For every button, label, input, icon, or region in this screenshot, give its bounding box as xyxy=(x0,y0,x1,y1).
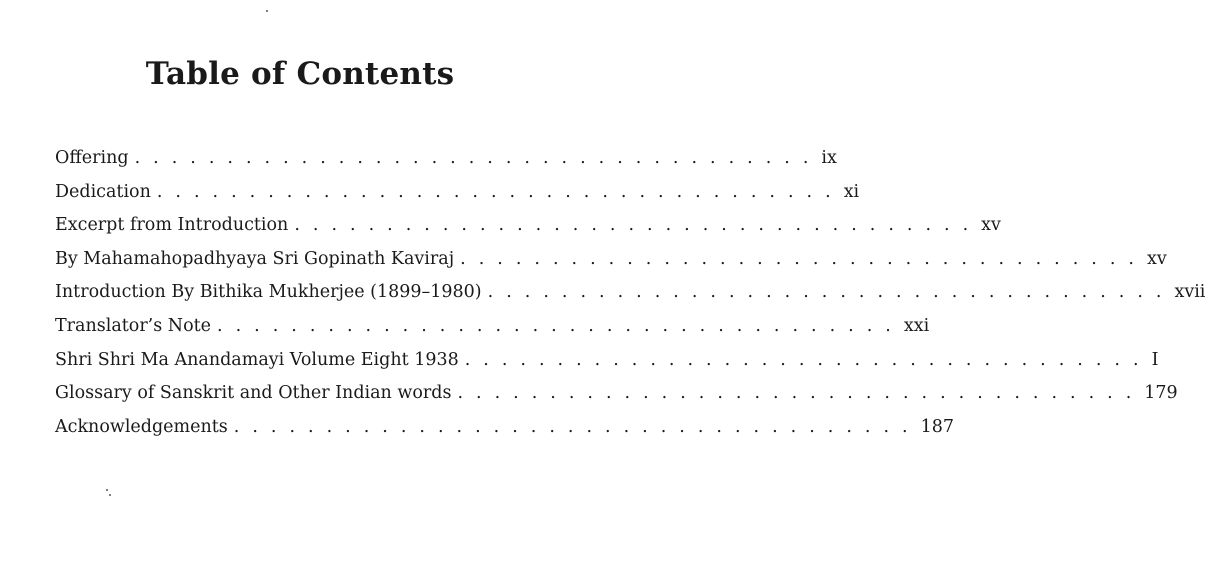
toc-entry-page: 179 xyxy=(1144,383,1178,404)
toc-entry-dedication[interactable] xyxy=(55,180,860,214)
toc-entry-label: Translator’s Note xyxy=(55,315,212,336)
toc-entry-label: Introduction By Bithika Mukherjee (1899–1980) xyxy=(55,282,482,303)
dot-leader: ..................................... xyxy=(233,416,921,437)
toc-entry-kaviraj[interactable] xyxy=(55,247,1167,281)
scan-speck xyxy=(109,494,111,496)
dot-leader: ..................................... xyxy=(487,282,1175,303)
toc-entry-translators-note[interactable] xyxy=(55,314,930,348)
scan-speck xyxy=(106,489,108,491)
toc-entry-acknowledgements[interactable] xyxy=(55,415,955,449)
toc-entry-introduction[interactable] xyxy=(55,280,1206,314)
toc-entry-page: xi xyxy=(843,181,860,202)
dot-leader: ..................................... xyxy=(457,383,1145,404)
toc-entry-page: ix xyxy=(821,148,837,168)
dot-leader: ..................................... xyxy=(156,181,844,202)
toc-entry-excerpt[interactable] xyxy=(55,213,1001,247)
dot-leader: ..................................... xyxy=(464,349,1152,370)
toc-entry-label: Shri Shri Ma Anandamayi Volume Eight 1938 xyxy=(55,349,459,370)
dot-leader: ..................................... xyxy=(134,148,822,168)
toc-entry-label: Glossary of Sanskrit and Other Indian words xyxy=(55,383,452,404)
dot-leader: ..................................... xyxy=(294,215,982,236)
toc-entry-label: By Mahamahopadhyaya Sri Gopinath Kaviraj xyxy=(55,248,455,269)
toc-entry-page: xxi xyxy=(903,315,930,336)
scan-speck xyxy=(266,10,268,12)
toc-entry-offering[interactable] xyxy=(55,146,837,180)
toc-entry-volume-eight[interactable] xyxy=(55,348,1159,382)
toc-entry-page: xvii xyxy=(1174,282,1206,303)
toc-entry-page: xv xyxy=(1146,248,1167,269)
toc-entry-page: xv xyxy=(981,215,1001,236)
toc-entry-page: 187 xyxy=(920,416,955,437)
toc-entry-label: Acknowledgements xyxy=(55,416,228,437)
dot-leader: ..................................... xyxy=(217,315,904,336)
toc-entry-label: Excerpt from Introduction xyxy=(55,215,289,236)
dot-leader: ..................................... xyxy=(460,248,1147,269)
page-title: Table of Contents xyxy=(145,56,455,92)
toc-entry-glossary[interactable] xyxy=(55,381,1178,415)
toc-entry-label: Dedication xyxy=(55,181,151,202)
toc-entry-page: I xyxy=(1151,349,1159,370)
table-of-contents xyxy=(55,146,1206,448)
toc-entry-label: Offering xyxy=(55,148,129,168)
